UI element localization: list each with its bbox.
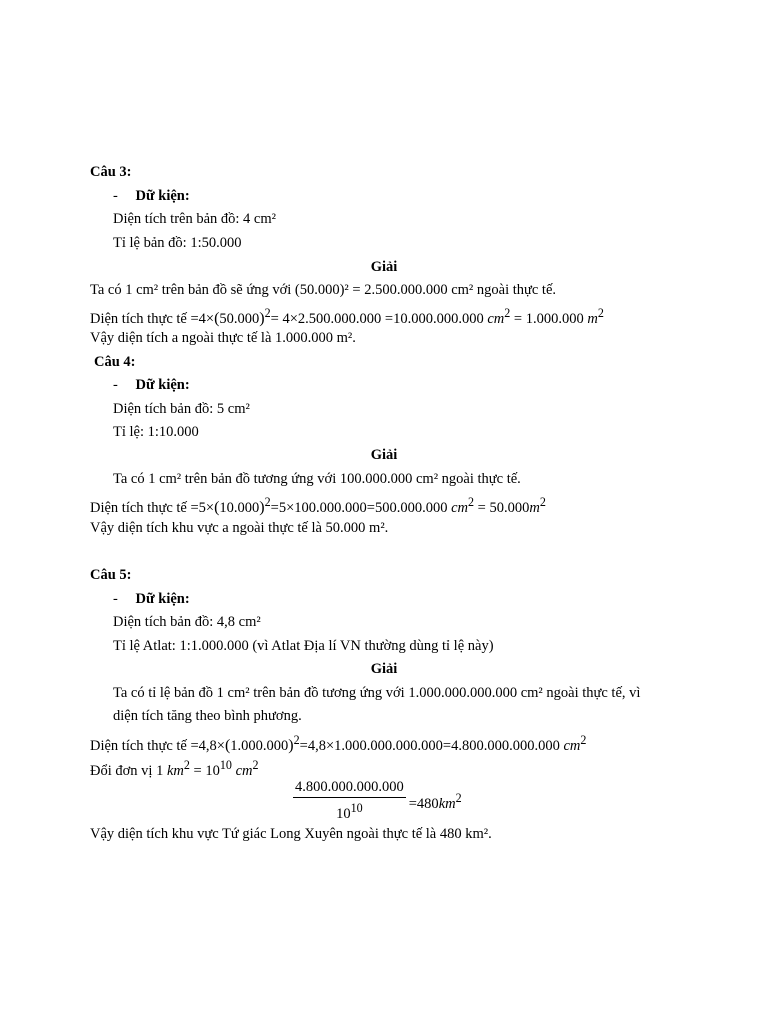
- calc-lead: Diện tích thực tế =4,8×: [90, 737, 225, 754]
- unit-cm: cm: [563, 737, 581, 754]
- unit-m: m: [529, 499, 540, 516]
- bullet-dash: -: [113, 188, 118, 204]
- given-label: Dữ kiện:: [135, 188, 190, 204]
- question-3-heading: Câu 3:: [90, 164, 132, 180]
- q3-conclusion: Vậy diện tích a ngoài thực tế là 1.000.000 m².: [90, 330, 356, 346]
- calc-exponent: 2: [293, 733, 300, 747]
- unit-exponent: 2: [539, 495, 546, 509]
- bullet-dash: -: [113, 377, 118, 393]
- calc-base: 1.000.000: [230, 737, 289, 754]
- calc-equals: = 50.000: [474, 499, 530, 516]
- unit-exponent: 2: [183, 758, 190, 772]
- calc-equals: = 1.000.000: [510, 310, 588, 327]
- fraction-numerator: 4.800.000.000.000: [293, 778, 406, 798]
- q3-given: [113, 187, 190, 205]
- q4-solution-line: Ta có 1 cm² trên bản đồ tương ứng với 100.000.000 cm² ngoài thực tế.: [113, 471, 521, 487]
- q4-calculation: Diện tích thực tế $=5\times(10.000)^2=5\times 100.000.000=500.000.000$ $cm^2 = 50.000m^2$: [90, 495, 546, 516]
- q5-map-area: Diện tích bản đồ: 4,8 cm²: [113, 614, 261, 630]
- q3-calculation: Diện tích thực tế $=4\times(50.000)^2= 4\times 2.500.000.000 =10.000.000.000$ $cm^2 = 1.000.000$ $m^2$: [90, 306, 604, 327]
- given-label: Dữ kiện:: [135, 377, 190, 393]
- unit-exponent: 2: [252, 758, 259, 772]
- q4-solution-label: Giải: [370, 447, 398, 463]
- q5-solution-label: Giải: [370, 661, 398, 677]
- q3-solution-label: Giải: [370, 259, 398, 275]
- calc-lead: Diện tích thực tế =5×: [90, 499, 215, 516]
- q5-unit-conversion: [90, 756, 259, 780]
- unit-cm: cm: [487, 310, 505, 327]
- given-label: Dữ kiện:: [135, 591, 190, 607]
- q5-scale: Tỉ lệ Atlat: 1:1.000.000 (vì Atlat Địa lí VN thường dùng tỉ lệ này): [113, 638, 494, 654]
- q3-scale: Tỉ lệ bản đồ: 1:50.000: [113, 235, 242, 251]
- q4-scale: Tỉ lệ: 1:10.000: [113, 424, 199, 440]
- question-4-heading: Câu 4:: [94, 354, 136, 370]
- denominator-exponent: 10: [350, 801, 363, 815]
- q3-solution-line: Ta có 1 cm² trên bản đồ sẽ ứng với (50.000)² = 2.500.000.000 cm² ngoài thực tế.: [90, 282, 557, 298]
- q5-fraction-equation: [293, 778, 462, 824]
- calc-exponent: 2: [264, 495, 271, 509]
- q4-map-area: Diện tích bản đồ: 5 cm²: [113, 401, 250, 417]
- unit-exponent: 2: [597, 306, 604, 320]
- calc-rest: = 4×2.500.000.000 =10.000.000.000: [270, 310, 488, 327]
- result-value: =480: [408, 795, 439, 812]
- unit-exponent: 2: [504, 306, 511, 320]
- calc-exponent: 2: [264, 306, 271, 320]
- fraction: [293, 778, 406, 824]
- convert-lead: Đổi đơn vị 1: [90, 762, 164, 779]
- convert-equals: = 10: [189, 762, 220, 779]
- unit-exponent: 2: [468, 495, 475, 509]
- calc-base: 50.000: [219, 310, 260, 327]
- fraction-denominator: [336, 798, 363, 824]
- q5-solution-line-1: Ta có tỉ lệ bản đồ 1 cm² trên bản đồ tương ứng với 1.000.000.000.000 cm² ngoài thực tế, vì: [113, 685, 641, 701]
- q5-conclusion: Vậy diện tích khu vực Tứ giác Long Xuyên ngoài thực tế là 480 km².: [90, 826, 492, 842]
- q3-map-area: Diện tích trên bản đồ: 4 cm²: [113, 211, 276, 227]
- q4-given: [113, 376, 190, 394]
- q5-calculation: Diện tích thực tế $=4,8\times(1.000.000)^2=4,8\times 1.000.000.000.000=4.800.000.000.000$ $cm^2$: [90, 733, 587, 754]
- calc-lead: Diện tích thực tế =4×: [90, 310, 215, 327]
- unit-cm: cm: [235, 762, 253, 779]
- q5-given: [113, 590, 190, 608]
- denominator-base: 10: [336, 805, 351, 822]
- unit-exponent: 2: [455, 791, 462, 805]
- bullet-dash: -: [113, 591, 118, 607]
- q5-solution-line-2: diện tích tăng theo bình phương.: [113, 708, 302, 724]
- fraction-result: [409, 789, 462, 813]
- q4-conclusion: Vậy diện tích khu vực a ngoài thực tế là 50.000 m².: [90, 520, 389, 536]
- unit-km: km: [438, 795, 456, 812]
- unit-cm: cm: [451, 499, 468, 516]
- unit-exponent: 2: [580, 733, 587, 747]
- calc-rest: =5×100.000.000=500.000.000: [270, 499, 452, 516]
- unit-km: km: [166, 762, 184, 779]
- unit-m: m: [587, 310, 598, 327]
- question-5-heading: Câu 5:: [90, 567, 132, 583]
- calc-base: 10.000: [219, 499, 260, 516]
- power-exponent: 10: [219, 758, 232, 772]
- calc-rest: =4,8×1.000.000.000.000=4.800.000.000.000: [299, 737, 564, 754]
